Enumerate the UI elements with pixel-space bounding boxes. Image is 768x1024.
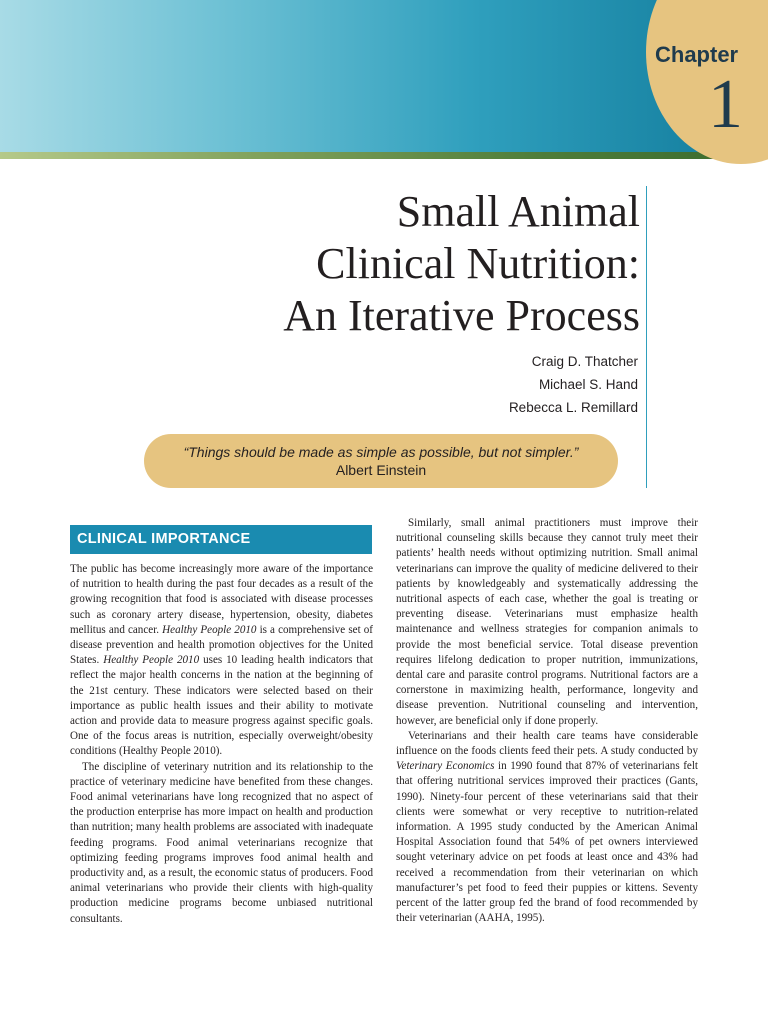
italic-title: Veterinary Economics bbox=[396, 760, 495, 773]
text-run: uses 10 leading health indicators that reflect the major health concerns in the nation at the beginning of the 21st century. These indicators were selected based on their importance as public health issues and their ability to motivate action and provide data to measure progress against specific goals. One of the focus areas is nutrition, especially overweight/obesity conditions (Healthy People 2010). bbox=[70, 654, 374, 758]
body-paragraph bbox=[396, 729, 698, 927]
italic-title: Healthy People 2010 bbox=[162, 623, 257, 636]
body-paragraph: Similarly, small animal practitioners must improve their nutritional counseling skills because they cannot truly meet their patients’ health needs without optimizing nutrition. Small animal veterinarians can improve the quality of medicine delivered to their patients by knowledgeably and systematically addressing the nutritional aspects of each case, whether the goal is treating or preventing disease. Veterinarians must emphasize health maintenance and wellness strategies for companion animals to provide the most beneficial service. Total disease prevention requires lifelong dedication to proper nutrition, immunizations, dental care and parasite control programs. Nutritional factors are a cornerstone in maximizing health, performance, longevity and disease prevention. Nutritional counseling and intervention, however, are beneficial only if done properly. bbox=[396, 517, 698, 727]
text-run: in 1990 found that 87% of veterinarians felt that offering nutritional services improved their practices (Gants, 1990). Ninety-four percent of these veterinarians said that their clients were somewhat or very receptive to nutrition-related information. A 1995 study conducted by the American Animal Hospital Association found that 54% of pet owners interviewed sought veterinary advice on pet foods at least once and 43% had received a recommendation from their veterinarian on which manufacturer’s pet food to feed their puppies or kittens. Seventy percent of the latter group fed the brand of food recommended by their veterinarian (AAHA, 1995). bbox=[396, 760, 698, 925]
body-paragraph: The discipline of veterinary nutrition and its relationship to the practice of veterinary medicine have benefited from these changes. Food animal veterinarians have long recognized that no aspect of the production enterprise has more impact on health and production than nutrition; many health problems are associated with inadequate feeding programs. Food animal veterinarians recognize that optimizing feeding programs improves food animal health and productivity and, as a result, the economic status of producers. Food animal veterinarians who provide their clients with high-quality production medicine programs become unbiased nutritional consultants. bbox=[70, 760, 373, 925]
chapter-number: 1 bbox=[708, 66, 743, 143]
section-heading: CLINICAL IMPORTANCE bbox=[70, 525, 372, 554]
author-name: Craig D. Thatcher bbox=[531, 354, 638, 369]
right-column bbox=[396, 516, 698, 926]
chapter-title bbox=[283, 186, 640, 342]
title-line: An Iterative Process bbox=[283, 291, 640, 340]
epigraph-quote: “Things should be made as simple as possible, but not simpler.” bbox=[183, 444, 579, 460]
author-list bbox=[509, 350, 638, 419]
left-column bbox=[70, 562, 373, 927]
body-paragraph bbox=[70, 562, 373, 760]
italic-title: Healthy People 2010 bbox=[103, 654, 200, 667]
text-run: is a comprehensive set of disease prevention and health promotion objectives for the United States. bbox=[70, 623, 373, 667]
epigraph-attribution: Albert Einstein bbox=[335, 462, 427, 478]
chapter-label: Chapter bbox=[655, 42, 739, 67]
epigraph-box bbox=[144, 434, 618, 488]
title-line: Clinical Nutrition: bbox=[316, 239, 640, 288]
title-rule bbox=[646, 186, 647, 488]
header-green-bar bbox=[0, 152, 768, 159]
author-name: Rebecca L. Remillard bbox=[508, 400, 638, 415]
text-run: The public has become increasingly more aware of the importance of nutrition to health during the past four decades as a result of the growing recognition that food is associated with disease processes such as coronary artery disease, hypertension, obesity, diabetes mellitus and cancer. bbox=[70, 563, 373, 636]
text-run: Veterinarians and their health care teams have considerable influence on the foods clients feed their pets. A study conducted by bbox=[396, 729, 698, 758]
author-name: Michael S. Hand bbox=[538, 377, 638, 392]
title-line: Small Animal bbox=[396, 187, 640, 236]
